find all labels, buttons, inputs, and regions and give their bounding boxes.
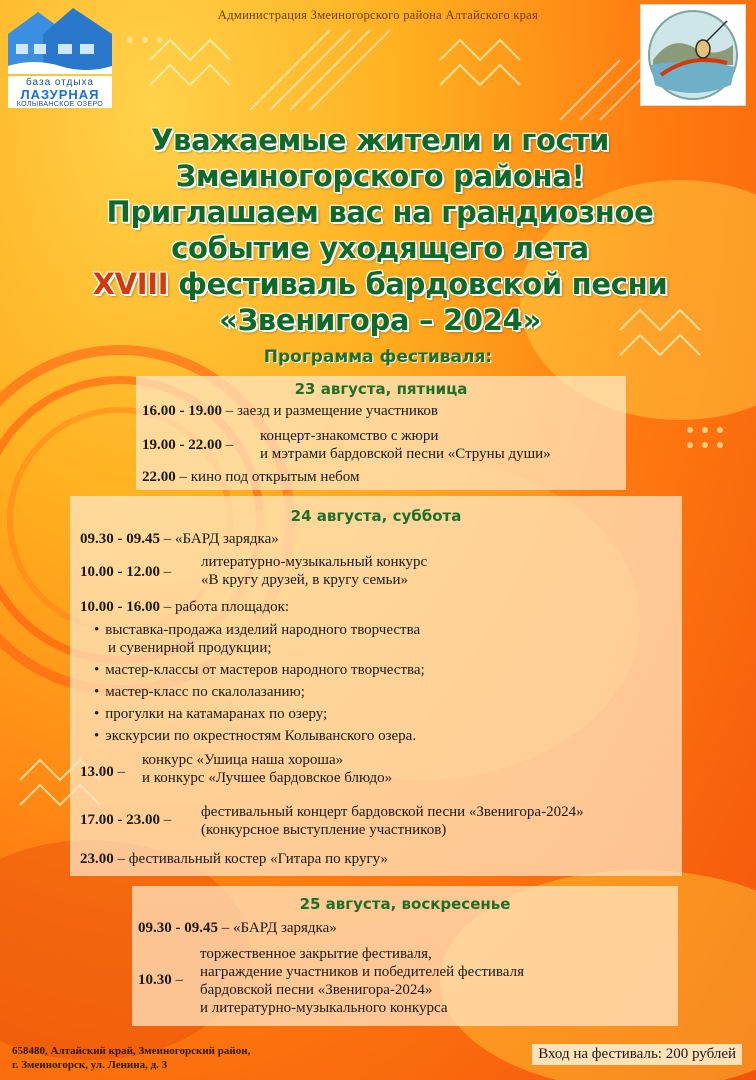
day1-event-2-time: [142, 437, 233, 454]
day2-event-6: [80, 851, 388, 868]
title-line-2: Змеиногорского района!: [175, 159, 585, 193]
address-line-2: г. Змеиногорск, ул. Ленина, д. 3: [12, 1059, 168, 1071]
day2-bullet-2: • мастер-классы от мастеров народного творчества;: [94, 662, 425, 679]
day2-bullet-1: • выставка-продажа изделий народного творчества: [94, 622, 420, 639]
event-text: – заезд и размещение участников: [222, 403, 439, 419]
day2-event-5-line1: фестивальный концерт бардовской песни «Звенигора-2024»: [201, 804, 584, 820]
title-line-5-rest: фестиваль бардовской песни: [168, 267, 668, 301]
day1-event-2-line1: концерт-знакомство с жюри: [260, 428, 439, 444]
day1-event-3: [142, 469, 359, 486]
footer-address: [12, 1044, 250, 1072]
title-xviii: XVIII: [92, 267, 169, 301]
day3-panel: [132, 886, 678, 1026]
day3-title: 25 августа, воскресенье: [299, 895, 511, 913]
day2-bullet-5: • экскурсии по окрестностям Колыванского озера.: [94, 728, 416, 745]
festival-emblem-icon: [641, 5, 745, 105]
day2-bullet-4: • прогулки на катамаранах по озеру;: [94, 706, 327, 723]
day2-panel: [70, 496, 682, 876]
event-time: 17.00 - 23.00: [80, 812, 160, 828]
lazurnaya-logo: [4, 4, 114, 106]
event-time: 16.00 - 19.00: [142, 403, 222, 419]
event-time: 23.00: [80, 851, 114, 867]
event-text: – «БАРД зарядка»: [160, 531, 279, 547]
day2-bullet-1-cont: и сувенирной продукции;: [108, 640, 272, 656]
event-time: 09.30 - 09.45: [80, 531, 160, 547]
day3-event-2-line2: награждение участников и победителей фестиваля: [200, 964, 524, 980]
program-title: Программа фестиваля:: [263, 347, 493, 367]
logo-line2: ЛАЗУРНАЯ: [20, 87, 100, 102]
event-text: – работа площадок:: [160, 599, 290, 615]
event-time: 10.30: [138, 972, 172, 988]
day3-event-2-time: [138, 972, 183, 989]
day2-event-2-line1: литературно-музыкальный конкурс: [201, 554, 428, 570]
event-dash: –: [222, 437, 234, 453]
main-title: [40, 122, 720, 338]
day1-title: 23 августа, пятница: [294, 380, 468, 398]
entry-fee: Вход на фестиваль: 200 рублей: [532, 1044, 742, 1065]
logo-line1: база отдыха: [26, 77, 94, 88]
day2-event-4-time: [80, 764, 125, 781]
event-text: – «БАРД зарядка»: [218, 920, 337, 936]
event-dash: –: [160, 812, 172, 828]
day2-event-5-time: [80, 812, 171, 829]
title-line-5: [40, 266, 720, 302]
day2-event-5-line2: (конкурсное выступление участников): [201, 822, 447, 838]
title-line-3: Приглашаем вас на грандиозное: [106, 195, 654, 229]
day2-event-4-line2: и конкурс «Лучшее бардовское блюдо»: [142, 770, 393, 786]
event-dash: –: [171, 972, 183, 988]
day1-event-1: [142, 403, 438, 420]
houses-icon: [8, 4, 112, 74]
event-text: – фестивальный костер «Гитара по кругу»: [113, 851, 388, 867]
day2-event-3: [80, 599, 289, 616]
title-line-4: событие уходящего лета: [171, 231, 589, 265]
day1-panel: [136, 376, 626, 490]
event-time: 10.00 - 16.00: [80, 599, 160, 615]
event-time: 10.00 - 12.00: [80, 564, 160, 580]
header-administration: Администрация Змеиногорского района Алтайского края: [217, 8, 539, 22]
event-time: 13.00: [80, 764, 114, 780]
day3-event-2-line1: торжественное закрытие фестиваля,: [200, 946, 432, 962]
event-dash: –: [160, 564, 172, 580]
event-time: 09.30 - 09.45: [138, 920, 218, 936]
event-dash: –: [113, 764, 125, 780]
day2-event-2-line2: «В кругу друзей, в кругу семьи»: [201, 572, 408, 588]
day2-bullet-3: • мастер-класс по скалолазанию;: [94, 684, 305, 701]
day2-event-4-line1: конкурс «Ушица наша хороша»: [142, 752, 344, 768]
event-time: 19.00 - 22.00: [142, 437, 222, 453]
zvenigora-festival-logo: [640, 4, 746, 106]
day3-event-1: [138, 920, 337, 937]
title-line-6: «Звенигора – 2024»: [219, 303, 541, 337]
event-text: – кино под открытым небом: [175, 469, 360, 485]
day3-event-2-line3: бардовской песни «Звенигора-2024»: [200, 982, 433, 998]
day2-event-1: [80, 531, 279, 548]
day3-event-2-line4: и литературно-музыкального конкурса: [200, 1000, 448, 1016]
day2-title: 24 августа, суббота: [290, 507, 462, 525]
day2-event-2-time: [80, 564, 171, 581]
logo-line3: КОЛЫВАНСКОЕ ОЗЕРО: [16, 101, 104, 108]
day1-event-2-line2: и мэтрами бардовской песни «Струны души»: [260, 446, 551, 462]
title-line-1: Уважаемые жители и гости: [151, 123, 609, 157]
address-line-1: 658480, Алтайский край, Змеиногорский район,: [12, 1045, 251, 1057]
event-time: 22.00: [142, 469, 176, 485]
